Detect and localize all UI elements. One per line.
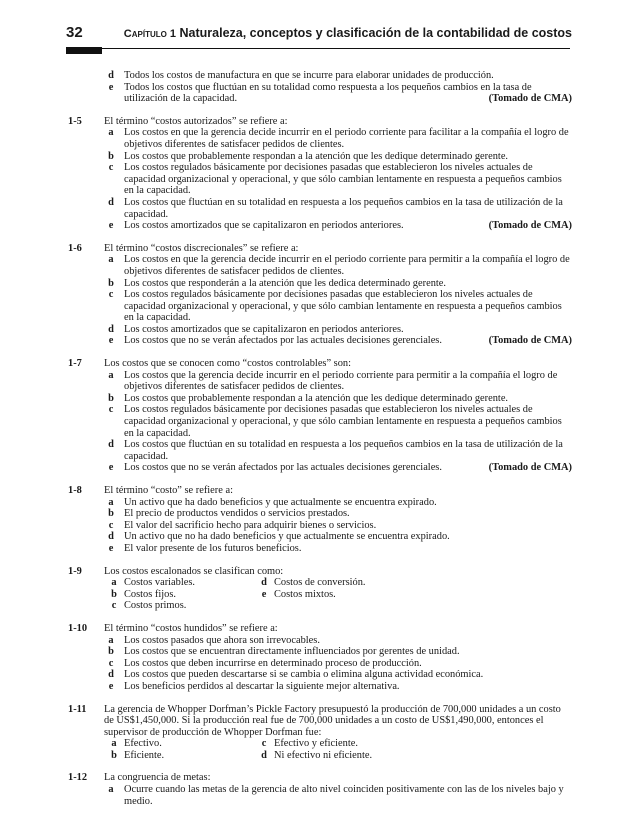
option-text: Los costos en que la gerencia decide incurrir en el periodo corriente para facilitar a la compañía el logro de objetivos diferentes de satisfacer pedidos de clientes. xyxy=(124,127,569,150)
option xyxy=(104,370,572,393)
option-letter: d xyxy=(261,749,267,761)
option-text: Los costos regulados básicamente por decisiones pasadas que establecieron los niveles actuales de capacidad organizacional y operacional, y que sólo cambian lentamente en respuesta a pequeños cambios en la capacidad. xyxy=(124,162,562,197)
option-text: Costos variables. xyxy=(124,577,195,589)
source-note: (Tomado de CMA) xyxy=(488,335,572,347)
option-text: Ni efectivo ni eficiente. xyxy=(274,749,373,761)
option-text: Efectivo. xyxy=(124,738,162,750)
option-letter: c xyxy=(108,404,114,416)
option xyxy=(104,254,572,277)
question-stem: El término “costos hundidos” se refiere a: xyxy=(104,622,278,634)
question-stem: La congruencia de metas: xyxy=(104,772,211,784)
option xyxy=(104,289,572,324)
option-text: El valor del sacrificio hecho para adquirir bienes o servicios. xyxy=(124,519,377,531)
question-number: 1-10 xyxy=(68,622,88,634)
option-letter: d xyxy=(108,70,114,81)
option-letter: a xyxy=(108,634,114,646)
option xyxy=(104,439,572,462)
option-text: Ocurre cuando las metas de la gerencia de alto nivel coinciden positivamente con las de los niveles bajo y medio. xyxy=(124,784,564,807)
question-number: 1-11 xyxy=(68,703,87,715)
option-letter: b xyxy=(108,277,114,289)
option-text: Los costos amortizados que se capitalizaron en periodos anteriores. xyxy=(124,220,404,232)
option xyxy=(104,497,572,509)
option-text: Los costos que deben incurrirse en determinado proceso de producción. xyxy=(124,657,422,669)
option-letter: e xyxy=(261,588,267,600)
option-letter: a xyxy=(111,738,117,750)
chapter-label: Capítulo 1 xyxy=(123,28,177,40)
option-text: Los costos que fluctúan en su totalidad en respuesta a los pequeños cambios en la tasa de utilización de la capacidad. xyxy=(124,196,563,220)
option xyxy=(104,197,572,220)
source-note: (Tomado de CMA) xyxy=(488,220,572,232)
question-stem: La gerencia de Whopper Dorfman’s Pickle Factory presupuestó la producción de 700,000 unidades a un costo de US$1,450,000. Si la producción real fue de 700,000 unidades a un costo de US$1,490,000, entonces el supervisor de producción de Whopper Dorfman fue: xyxy=(104,703,561,738)
option-text: Los costos regulados básicamente por decisiones pasadas que establecieron los niveles actuales de capacidad organizacional y operacional, y que sólo cambian lentamente en respuesta a pequeños cambios en la capacidad. xyxy=(124,404,562,439)
option-text: Los costos que no se verán afectados por las actuales decisiones gerenciales. xyxy=(124,462,442,474)
question-1-12 xyxy=(68,772,572,807)
option-text: Los costos que probablemente respondan a la atención que les dedique determinado gerente. xyxy=(124,392,509,404)
option-letter: c xyxy=(108,289,114,301)
page-number: 32 xyxy=(66,24,83,41)
option xyxy=(104,127,572,150)
question-stem: Los costos que se conocen como “costos controlables” son: xyxy=(104,358,352,370)
question-1-5 xyxy=(68,116,572,232)
option-text: El valor presente de los futuros beneficios. xyxy=(124,542,302,554)
option xyxy=(104,82,572,105)
option-text: Los costos que se encuentran directamente influenciados por gerentes de unidad. xyxy=(124,646,460,658)
question-stem: El término “costo” se refiere a: xyxy=(104,485,233,496)
option-letter: b xyxy=(108,646,114,658)
option-letter: d xyxy=(261,577,267,589)
source-note: (Tomado de CMA) xyxy=(488,93,572,105)
option xyxy=(104,669,572,681)
option xyxy=(104,681,572,693)
option-letter: e xyxy=(108,542,114,554)
source-note: (Tomado de CMA) xyxy=(488,462,572,474)
option-letter: d xyxy=(108,196,114,208)
option xyxy=(104,335,572,347)
option-text: Eficiente. xyxy=(124,749,165,761)
option-letter: c xyxy=(108,657,114,669)
question-number: 1-9 xyxy=(68,565,82,577)
option-text: El precio de productos vendidos o servicios prestados. xyxy=(124,508,350,520)
question-stem: Los costos escalonados se clasifican como: xyxy=(104,565,284,577)
option-text: Los costos que responderán a la atención que les dedica determinado gerente. xyxy=(124,277,446,289)
option xyxy=(104,784,572,807)
question-stem: El término “costos discrecionales” se refiere a: xyxy=(104,242,299,254)
question-number: 1-5 xyxy=(68,115,82,127)
option-letter: d xyxy=(108,669,114,681)
option-letter: e xyxy=(108,335,114,347)
option xyxy=(104,646,572,658)
option xyxy=(104,658,572,670)
option-letter: a xyxy=(108,254,114,266)
question-number: 1-7 xyxy=(68,358,82,370)
option-text: Costos de conversión. xyxy=(274,577,366,589)
option-letter: b xyxy=(108,392,114,404)
option-text: Costos primos. xyxy=(124,600,187,612)
option-text: Los costos que probablemente respondan a la atención que les dedique determinado gerente. xyxy=(124,150,509,162)
option xyxy=(104,520,572,532)
option xyxy=(104,162,572,197)
header-rule-block xyxy=(66,47,102,54)
option-text: Los costos regulados básicamente por decisiones pasadas que establecieron los niveles actuales de capacidad organizacional y operacional, y que sólo cambian lentamente en respuesta a pequeños cambios en la capacidad. xyxy=(124,289,562,324)
option-text: Los costos que pueden descartarse si se cambia o elimina alguna actividad económica. xyxy=(124,669,484,681)
option-grid xyxy=(104,738,572,761)
option xyxy=(104,543,572,555)
option-letter: a xyxy=(108,127,114,139)
option-letter: d xyxy=(108,439,114,451)
option-letter: c xyxy=(111,600,117,612)
question-1-8 xyxy=(68,485,572,555)
option-letter: b xyxy=(111,588,117,600)
question-number: 1-12 xyxy=(68,772,88,784)
question-continued xyxy=(68,70,572,105)
option xyxy=(104,404,572,439)
option-grid xyxy=(104,577,572,612)
option-letter: a xyxy=(108,369,114,381)
option-letter: c xyxy=(261,738,267,750)
option-text: Los costos que la gerencia decide incurrir en el periodo corriente para permitir a la compañía el logro de objetivos diferentes de satisfacer pedidos de clientes. xyxy=(124,369,558,393)
option xyxy=(104,508,572,520)
option-text: Costos fijos. xyxy=(124,588,176,600)
option-text: Los costos que no se verán afectados por las actuales decisiones gerenciales. xyxy=(124,335,442,347)
option-letter: b xyxy=(108,508,114,520)
option-letter: b xyxy=(111,749,117,761)
option xyxy=(104,635,572,647)
page-header xyxy=(66,24,572,47)
option-text: Un activo que no ha dado beneficios y que actualmente se encuentra expirado. xyxy=(124,531,450,543)
option xyxy=(104,70,572,82)
option-text: Todos los costos de manufactura en que se incurre para elaborar unidades de producción. xyxy=(124,70,494,81)
header-rule xyxy=(102,48,570,49)
question-number: 1-6 xyxy=(68,242,82,254)
option xyxy=(104,278,572,290)
option-text: Los beneficios perdidos al descartar la siguiente mejor alternativa. xyxy=(124,680,400,692)
option-letter: e xyxy=(108,680,114,692)
option xyxy=(104,324,572,336)
questions-content xyxy=(68,70,572,818)
running-title xyxy=(124,28,572,41)
question-1-9 xyxy=(68,566,572,612)
option-letter: e xyxy=(108,462,114,474)
option-letter: b xyxy=(108,150,114,162)
option-text: Costos mixtos. xyxy=(274,588,336,600)
question-1-10 xyxy=(68,623,572,693)
option-text: Los costos pasados que ahora son irrevocables. xyxy=(124,634,320,646)
option-text: Todos los costos que fluctúan en su totalidad como respuesta a los pequeños cambios en la tasa de utilización de la capacidad. xyxy=(124,81,532,105)
option-letter: e xyxy=(108,220,114,232)
option-letter: d xyxy=(108,531,114,543)
chapter-title: Naturaleza, conceptos y clasificación de la contabilidad de costos xyxy=(179,26,572,40)
option xyxy=(104,151,572,163)
option-text: Los costos que fluctúan en su totalidad en respuesta a los pequeños cambios en la tasa de utilización de la capacidad. xyxy=(124,439,563,462)
option-letter: a xyxy=(111,577,117,589)
question-1-7 xyxy=(68,358,572,474)
option xyxy=(104,393,572,405)
option-text: Los costos amortizados que se capitalizaron en periodos anteriores. xyxy=(124,323,404,335)
option-text: Los costos en que la gerencia decide incurrir en el periodo corriente para permitir a la compañía el logro de objetivos diferentes de satisfacer pedidos de clientes. xyxy=(124,254,570,277)
question-1-11 xyxy=(68,704,572,762)
option-letter: d xyxy=(108,323,114,335)
option xyxy=(104,220,572,232)
option xyxy=(104,531,572,543)
question-1-6 xyxy=(68,243,572,347)
option-letter: c xyxy=(108,519,114,531)
question-stem: El término “costos autorizados” se refiere a: xyxy=(104,115,288,127)
option-letter: a xyxy=(108,784,114,796)
option-letter: e xyxy=(108,81,114,93)
option-letter: a xyxy=(108,496,114,508)
question-number: 1-8 xyxy=(68,485,82,496)
option-text: Efectivo y eficiente. xyxy=(274,738,358,750)
option-text: Un activo que ha dado beneficios y que actualmente se encuentra expirado. xyxy=(124,496,437,508)
option xyxy=(104,462,572,474)
option-letter: c xyxy=(108,162,114,174)
